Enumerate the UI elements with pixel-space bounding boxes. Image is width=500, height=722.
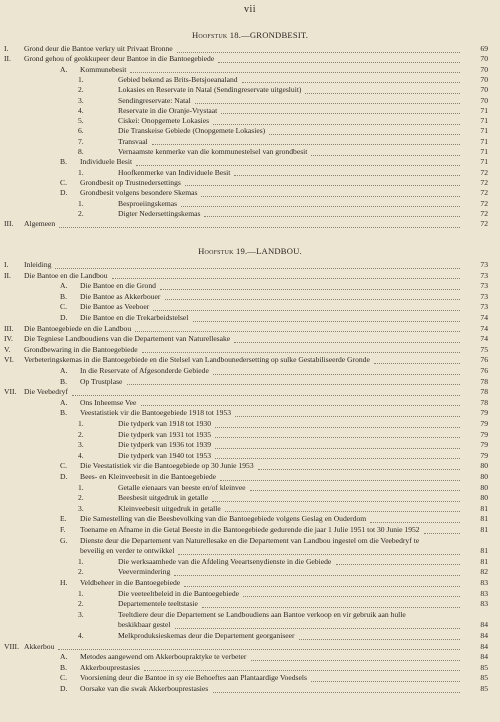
- toc-entry-number: 1.: [78, 556, 84, 566]
- toc-entry-number: 1.: [78, 167, 84, 177]
- toc-entry-page: 81: [480, 525, 488, 534]
- toc-entry-page: 73: [480, 302, 488, 312]
- dot-leader: [370, 522, 460, 523]
- toc-entry-page: 85: [480, 684, 488, 693]
- toc-entry: [0, 313, 500, 323]
- toc-entry: [0, 451, 500, 461]
- toc-entry-number: B.: [60, 157, 67, 167]
- toc-entry-title: Kleinveebesit uitgedruk in getalle: [118, 503, 221, 513]
- toc-entry-title: Grondbewaring in die Bantoegebiede: [24, 344, 138, 354]
- toc-entry-title: Die veeteeltbeleid in die Bantoegebiede: [118, 588, 240, 598]
- toc-entry: [0, 44, 500, 54]
- toc-entry-number: 1.: [78, 74, 84, 84]
- toc-entry-number: 6.: [78, 126, 84, 136]
- toc-entry-number: 2.: [78, 493, 84, 503]
- toc-entry: [0, 219, 500, 229]
- toc-entry-title: Oorsake van die swak Akkerbouprestasies: [80, 684, 209, 693]
- toc-entry-page: 78: [480, 376, 488, 386]
- dot-leader: [193, 321, 460, 322]
- toc-entry-title: Die Transkeise Gebiede (Onopgemete Lokasies): [118, 126, 266, 136]
- toc-entry-title: Departementele teeltstasie: [118, 599, 198, 609]
- toc-entry-page: 70: [480, 95, 488, 105]
- toc-entry-title: Grond deur die Bantoe verkry uit Privaat Bronne: [24, 44, 173, 53]
- toc-entry-number: 4.: [78, 631, 84, 640]
- toc-entry-title: Verbeteringskemas in die Bantoegebiede en die Stelsel van Landbounedersetting op sulke Gestabiliseerde Gronde: [24, 355, 370, 365]
- dot-leader: [152, 144, 460, 145]
- toc-entry-title: Die Bantoegebiede en die Landbou: [24, 323, 132, 333]
- toc-entry: [0, 147, 500, 157]
- toc-entry-title: Besproeiingskemas: [118, 198, 178, 208]
- toc-entry: [0, 377, 500, 387]
- dot-leader: [299, 639, 460, 640]
- toc-entry-page: 80: [480, 493, 488, 503]
- toc-entry-title: Die Veebedryf: [24, 387, 68, 397]
- toc-entry-number: B.: [60, 291, 67, 301]
- toc-entry-title: Algemeen: [24, 219, 56, 229]
- toc-entry-number: 3.: [78, 503, 84, 513]
- toc-entry-title: Dienste deur die Departement van Naturellesake en die Departement van Landbou ingestel om die Veebedryf te: [80, 535, 420, 545]
- toc-entry-number: III.: [4, 219, 14, 229]
- toc-entry-number: III.: [4, 323, 14, 333]
- toc-entry-title: Die Samestelling van die Beesbevolking van die Bantoegebiede volgens Geslag en Ouderdom: [80, 514, 367, 524]
- toc-entry-title: Akkerbouprestasies: [80, 662, 140, 672]
- toc-entry-page: 74: [480, 323, 488, 333]
- toc-entry-title: Ciskei: Onopgemete Lokasies: [118, 116, 210, 126]
- toc-entry-page: 71: [480, 116, 488, 126]
- dot-leader: [175, 628, 460, 629]
- toc-entry: [0, 302, 500, 312]
- toc-entry-title: Veevermindering: [118, 567, 171, 577]
- toc-entry-number: C.: [60, 461, 67, 471]
- toc-entry-title: Grondbesit volgens besondere Skemas: [80, 188, 198, 198]
- toc-entry-title: Veldbeheer in die Bantoegebiede: [80, 578, 181, 587]
- toc-entry-number: 8.: [78, 147, 84, 156]
- dot-leader: [160, 289, 460, 290]
- toc-entry: [0, 419, 500, 429]
- dot-leader: [311, 155, 460, 156]
- toc-entry-title: Die Bantoe as Akkerbouer: [80, 291, 161, 301]
- dot-leader: [195, 103, 460, 104]
- dot-leader: [234, 342, 460, 343]
- toc-entry-number: II.: [4, 270, 11, 280]
- toc-entry-page: 79: [480, 429, 488, 439]
- dot-leader: [215, 448, 460, 449]
- toc-entry-title: Die Bantoe en die Grond: [80, 281, 156, 291]
- toc-entry-page: 72: [480, 188, 488, 198]
- toc-entry: [0, 168, 500, 178]
- chapter-number: Hoofstuk 18.: [191, 30, 242, 40]
- dot-leader: [212, 501, 460, 502]
- toc-entry-title: Teeltdiere deur die Departement se Landboudiens aan Bantoe verkoop en vir gebruik aan hulle: [118, 609, 406, 619]
- toc-entry-title: Die Bantoe en die Trekarbeidstelsel: [80, 313, 189, 322]
- toc-entry-number: 1.: [78, 588, 84, 598]
- toc-entry: [0, 106, 500, 116]
- toc-entry-page: 85: [480, 662, 488, 672]
- toc-entry-title: Toename en Afname in die Getal Beeste in die Bantoegebiede gedurende die jaar 1 Julie 1951 tot 30 Junie 1952: [80, 525, 420, 534]
- dot-leader: [112, 278, 460, 279]
- dot-leader: [250, 490, 460, 491]
- chapter-number: Hoofstuk 19.: [198, 246, 248, 256]
- toc-entry-number: D.: [60, 472, 68, 481]
- toc-entry-number: VI.: [4, 355, 14, 365]
- toc-entry-number: A.: [60, 366, 68, 375]
- dot-leader: [58, 649, 460, 650]
- toc-entry-number: 2.: [78, 567, 84, 577]
- toc-entry: [0, 334, 500, 344]
- toc-entry: [0, 387, 500, 397]
- toc-entry: [0, 610, 500, 620]
- chapter-heading: [0, 30, 500, 40]
- toc-entry: [0, 199, 500, 209]
- toc-entry-page: 70: [480, 85, 488, 95]
- toc-entry-title: Individuele Besit: [80, 157, 133, 167]
- toc-entry-number: C.: [60, 302, 67, 312]
- toc-entry-page: 85: [480, 673, 488, 683]
- toc-entry: [0, 472, 500, 482]
- toc-entry-title: Op Trustplase: [80, 376, 123, 386]
- toc-entry: [0, 65, 500, 75]
- toc-entry-page: 75: [480, 344, 488, 354]
- chapter-title: —GRONDBESIT.: [241, 30, 309, 40]
- toc-entry-number: B.: [60, 662, 67, 672]
- toc-entry: [0, 536, 500, 546]
- toc-entry-page: 74: [480, 334, 488, 344]
- page-number: vii: [243, 4, 257, 15]
- dot-leader: [374, 363, 460, 364]
- toc-entry-number: 2.: [78, 429, 84, 439]
- toc-entry: [0, 578, 500, 588]
- dot-leader: [221, 113, 460, 114]
- toc-entry-page: 73: [480, 291, 488, 301]
- toc-entry-title: Die tydperk van 1918 tot 1930: [118, 419, 212, 428]
- toc-entry: [0, 461, 500, 471]
- toc-entry-page: 80: [480, 461, 488, 471]
- toc-entry-title: Gebied bekend as Brits-Betsjoeanaland: [118, 74, 238, 84]
- toc-entry: [0, 525, 500, 535]
- toc-entry-page: 71: [480, 105, 488, 115]
- toc-entry: [0, 366, 500, 376]
- toc-entry: [0, 642, 500, 652]
- toc-entry-page: 84: [480, 631, 488, 640]
- toc-entry-number: IV.: [4, 334, 13, 344]
- toc-entry-number: 3.: [78, 95, 84, 105]
- toc-entry-title: Die werksaamhede van die Afdeling Veeartsenydienste in die Gebiede: [118, 556, 332, 566]
- toc-entry-number: 3.: [78, 609, 84, 619]
- dot-leader: [269, 134, 460, 135]
- dot-leader: [135, 331, 460, 332]
- toc-entry: [0, 589, 500, 599]
- dot-leader: [59, 227, 460, 228]
- toc-entry-number: 2.: [78, 208, 84, 218]
- toc-entry-number: D.: [60, 684, 68, 693]
- dot-leader: [215, 458, 460, 459]
- dot-leader: [204, 216, 460, 217]
- toc-entry: [0, 620, 500, 630]
- toc-entry-page: 71: [480, 126, 488, 136]
- toc-entry-page: 81: [480, 556, 488, 566]
- toc-entry-title: Digter Nedersettingskemas: [118, 208, 201, 218]
- dot-leader: [220, 480, 460, 481]
- toc-entry-title: Kommunebesit: [80, 64, 127, 74]
- toc-entry-title: Die tydperk van 1936 tot 1939: [118, 440, 212, 450]
- toc-entry: [0, 684, 500, 694]
- toc-entry-title: Melkproduksieskemas deur die Departement georganiseer: [118, 631, 295, 640]
- toc-entry-title: Veestatistiek vir die Bantoegebiede 1918 tot 1953: [80, 408, 231, 418]
- dot-leader: [311, 681, 460, 682]
- toc-entry-title: Inleiding: [24, 260, 52, 269]
- toc-entry: [0, 663, 500, 673]
- toc-entry-page: 83: [480, 588, 488, 598]
- toc-entry-title: Die tydperk van 1940 tot 1953: [118, 450, 212, 460]
- toc-entry-title: beveilig en verder te ontwikkel: [80, 546, 175, 556]
- toc-entry-number: 1.: [78, 198, 84, 208]
- dot-leader: [336, 564, 460, 565]
- toc-entry-title: Reservate in die Oranje-Vrystaat: [118, 105, 218, 115]
- toc-entry-number: B.: [60, 376, 67, 386]
- toc-entry-number: 5.: [78, 116, 84, 126]
- dot-leader: [136, 165, 460, 166]
- toc-entry-number: II.: [4, 54, 11, 64]
- toc-entry: [0, 355, 500, 365]
- toc-entry-title: Sendingreservate: Natal: [118, 95, 191, 105]
- toc-entry-number: V.: [4, 344, 11, 354]
- dot-leader: [242, 82, 460, 83]
- toc-entry-page: 76: [480, 366, 488, 375]
- toc-entry-number: A.: [60, 397, 68, 407]
- dot-leader: [55, 268, 460, 269]
- toc-entry-number: C.: [60, 177, 67, 187]
- toc-entry: [0, 567, 500, 577]
- toc-entry-title: Voorsiening deur die Bantoe in sy eie Behoeftes aan Plantaardige Voedsels: [80, 673, 307, 683]
- toc-entry-title: Hoofkenmerke van Individuele Besit: [118, 167, 231, 177]
- toc-entry-page: 69: [480, 44, 488, 53]
- toc-entry-title: Die Veestatistiek vir die Bantoegebiede op 30 Junie 1953: [80, 461, 254, 471]
- toc-entry: [0, 85, 500, 95]
- dot-leader: [243, 596, 460, 597]
- toc-entry-number: F.: [60, 525, 66, 534]
- toc-entry-page: 79: [480, 440, 488, 450]
- toc-entry-number: G.: [60, 535, 68, 545]
- toc-entry-title: Getalle eienaars van beeste en/of kleinvee: [118, 482, 246, 492]
- toc-entry-number: A.: [60, 281, 68, 291]
- toc-entry-page: 72: [480, 219, 488, 229]
- toc-entry-title: Vernaamste kenmerke van die kommunestelsel van grondbesit: [118, 147, 308, 156]
- toc-entry-title: Metodes aangewend om Akkerboupraktyke te verbeter: [80, 652, 247, 662]
- toc-entry: [0, 440, 500, 450]
- toc-entry: [0, 673, 500, 683]
- toc-entry-page: 73: [480, 260, 488, 269]
- toc-entry-title: Lokasies en Reservate in Natal (Sendingreservate uitgesluit): [118, 85, 302, 95]
- dot-leader: [130, 72, 460, 73]
- toc-entry-number: VIII.: [4, 641, 19, 651]
- toc-entry-page: 74: [480, 313, 488, 322]
- toc-entry-page: 84: [480, 652, 488, 662]
- toc-entry-number: 1.: [78, 419, 84, 428]
- toc-entry-page: 82: [480, 567, 488, 577]
- dot-leader: [72, 395, 460, 396]
- dot-leader: [127, 384, 460, 385]
- dot-leader: [202, 607, 460, 608]
- dot-leader: [165, 299, 460, 300]
- toc-entry-number: H.: [60, 578, 68, 587]
- dot-leader: [215, 427, 460, 428]
- toc-entry-page: 73: [480, 281, 488, 291]
- dot-leader: [144, 670, 460, 671]
- toc-entry-number: D.: [60, 188, 68, 198]
- dot-leader: [141, 405, 460, 406]
- toc-entry-number: 7.: [78, 136, 84, 146]
- dot-leader: [185, 185, 460, 186]
- toc-entry-page: 71: [480, 147, 488, 156]
- dot-leader: [184, 586, 460, 587]
- toc-entry-page: 84: [480, 641, 488, 651]
- toc-entry-page: 70: [480, 64, 488, 74]
- dot-leader: [177, 52, 460, 53]
- toc-entry: [0, 652, 500, 662]
- dot-leader: [142, 352, 460, 353]
- toc-entry: [0, 493, 500, 503]
- toc-entry-page: 84: [480, 620, 488, 630]
- toc-entry-page: 79: [480, 419, 488, 428]
- toc-entry: [0, 271, 500, 281]
- toc-entry: [0, 116, 500, 126]
- toc-entry-number: 2.: [78, 85, 84, 95]
- toc-entry: [0, 178, 500, 188]
- toc-entry: [0, 557, 500, 567]
- toc-entry-title: Ons Inheemse Vee: [80, 397, 137, 407]
- toc-entry: [0, 96, 500, 106]
- toc-entry: [0, 514, 500, 524]
- toc-entry: [0, 324, 500, 334]
- toc-entry-title: Grondbesit op Trustnedersettings: [80, 177, 181, 187]
- dot-leader: [213, 692, 460, 693]
- toc-entry-number: A.: [60, 652, 68, 662]
- toc-entry-page: 71: [480, 136, 488, 146]
- dot-leader: [424, 533, 460, 534]
- chapter-heading: [0, 246, 500, 256]
- dot-leader: [181, 206, 460, 207]
- toc-entry: [0, 430, 500, 440]
- toc-entry-title: In die Reservate of Afgesonderde Gebiede: [80, 366, 209, 375]
- toc-entry-page: 72: [480, 208, 488, 218]
- toc-entry-page: 79: [480, 450, 488, 460]
- toc-entry-number: I.: [4, 260, 9, 269]
- toc-entry-title: Die tydperk van 1931 tot 1935: [118, 429, 212, 439]
- toc-entry-page: 81: [480, 503, 488, 513]
- dot-leader: [215, 437, 460, 438]
- toc-entry-title: Die Bantoe en die Landbou: [24, 270, 108, 280]
- toc-entry-page: 83: [480, 578, 488, 587]
- toc-entry: [0, 137, 500, 147]
- toc-entry: [0, 54, 500, 64]
- chapter-title: —LANDBOU.: [247, 246, 302, 256]
- toc-entry-page: 79: [480, 408, 488, 418]
- toc-entry: [0, 398, 500, 408]
- toc-entry-page: 72: [480, 167, 488, 177]
- toc-entry-title: Die Tegniese Landboudiens van die Departement van Naturellesake: [24, 334, 231, 344]
- toc-entry-number: 3.: [78, 440, 84, 450]
- toc-entry-title: beskikbaar gestel: [118, 620, 171, 630]
- dot-leader: [218, 62, 460, 63]
- toc-entry-page: 71: [480, 157, 488, 167]
- dot-leader: [213, 374, 460, 375]
- toc-entry-number: VII.: [4, 387, 17, 397]
- toc-entry-number: D.: [60, 313, 68, 322]
- toc-entry-number: B.: [60, 408, 67, 418]
- toc-entry-page: 76: [480, 355, 488, 365]
- toc-entry-number: 4.: [78, 450, 84, 460]
- toc-entry: [0, 483, 500, 493]
- toc-entry: [0, 75, 500, 85]
- toc-entry-page: 78: [480, 387, 488, 397]
- toc-entry-title: Bees- en Kleinveebesit in die Bantoegebiede: [80, 472, 217, 481]
- dot-leader: [153, 310, 460, 311]
- toc-entry-number: 4.: [78, 105, 84, 115]
- toc-entry-title: Akkerbou: [24, 641, 55, 651]
- toc-entry: [0, 345, 500, 355]
- toc-entry: [0, 126, 500, 136]
- toc-entry-page: 72: [480, 198, 488, 208]
- toc-entry: [0, 504, 500, 514]
- toc-entry-title: Grond gehou of geokkupeer deur Bantoe in die Bantoegebiede: [24, 54, 215, 64]
- toc-entry-number: I.: [4, 44, 9, 53]
- toc-entry: [0, 209, 500, 219]
- toc-entry-title: Beesbesit uitgedruk in getalle: [118, 493, 209, 503]
- toc-entry-page: 81: [480, 514, 488, 524]
- toc-entry-page: 72: [480, 177, 488, 187]
- toc-entry-number: C.: [60, 673, 67, 683]
- toc-entry: [0, 408, 500, 418]
- toc-entry-title: Die Bantoe as Veeboer: [80, 302, 150, 312]
- toc-entry-page: 70: [480, 74, 488, 84]
- toc-entry-number: A.: [60, 64, 68, 74]
- toc-entry-page: 80: [480, 472, 488, 481]
- toc-entry: [0, 188, 500, 198]
- toc-entry: [0, 546, 500, 556]
- dot-leader: [225, 511, 460, 512]
- toc-entry: [0, 599, 500, 609]
- toc-entry-page: 83: [480, 599, 488, 609]
- toc-entry-number: E.: [60, 514, 67, 524]
- toc-entry-page: 78: [480, 397, 488, 407]
- toc-entry-number: 2.: [78, 599, 84, 609]
- dot-leader: [305, 93, 460, 94]
- toc-entry-page: 73: [480, 270, 488, 280]
- dot-leader: [174, 575, 460, 576]
- toc-entry: [0, 292, 500, 302]
- dot-leader: [258, 469, 460, 470]
- toc-entry-page: 70: [480, 54, 488, 64]
- toc-entry-title: Transvaal: [118, 136, 148, 146]
- toc-entry: [0, 260, 500, 270]
- dot-leader: [234, 175, 460, 176]
- toc-entry: [0, 157, 500, 167]
- toc-entry: [0, 281, 500, 291]
- dot-leader: [213, 124, 460, 125]
- dot-leader: [178, 554, 460, 555]
- toc-entry: [0, 631, 500, 641]
- dot-leader: [201, 196, 460, 197]
- dot-leader: [251, 660, 460, 661]
- dot-leader: [235, 416, 460, 417]
- toc-entry-page: 80: [480, 482, 488, 492]
- toc-entry-number: 1.: [78, 482, 84, 492]
- toc-entry-page: 81: [480, 546, 488, 556]
